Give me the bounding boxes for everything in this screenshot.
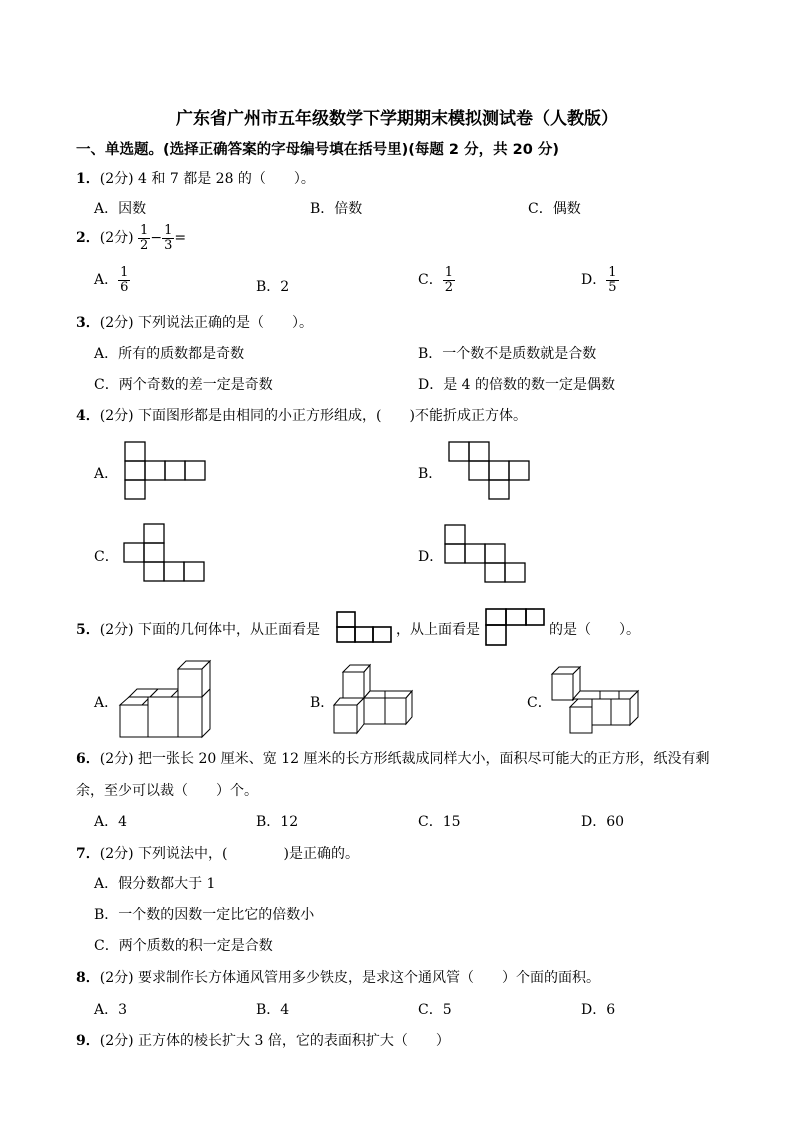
solid-b-figure xyxy=(334,665,412,733)
equals-sign: = xyxy=(174,230,187,247)
net-b-figure xyxy=(449,442,529,499)
q5-option-c: C． xyxy=(527,695,552,711)
q7-option-a: A．假分数都大于 1 xyxy=(94,876,216,892)
question-text: 下面的几何体中，从正面看是 xyxy=(138,622,321,638)
net-a-figure xyxy=(125,442,205,499)
question-score: (2分) xyxy=(99,315,134,331)
question-text: 下列说法中，( )是正确的。 xyxy=(138,846,359,862)
q3-option-b: B．一个数不是质数就是合数 xyxy=(418,346,597,362)
question-text: 把一张长 20 厘米、宽 12 厘米的长方形纸裁成同样大小，面积尽可能大的正方形，纸没有剩 xyxy=(138,751,710,767)
question-6 xyxy=(76,748,709,768)
q1-option-b: B．倍数 xyxy=(310,201,363,217)
question-7 xyxy=(76,843,359,863)
solid-a-figure xyxy=(120,661,210,737)
minus-sign: − xyxy=(150,230,163,247)
q2-option-c: C． $\frac{1}{2}$ xyxy=(418,265,453,295)
question-5 xyxy=(76,619,320,639)
question-text: 4 和 7 都是 28 的（ ）。 xyxy=(138,171,315,187)
question-score: (2分) xyxy=(99,846,134,862)
q3-option-a: A．所有的质数都是奇数 xyxy=(94,346,245,362)
question-number: 2． xyxy=(76,230,100,247)
question-8 xyxy=(76,967,600,987)
q4-option-b: B． xyxy=(418,466,443,482)
q7-option-b: B．一个数的因数一定比它的倍数小 xyxy=(94,907,315,923)
question-score: (2分) xyxy=(99,408,134,424)
q6-option-a: A．4 xyxy=(94,814,128,830)
q4-option-d: D． xyxy=(418,549,444,565)
q6-option-b: B．12 xyxy=(256,814,299,830)
q2-option-d: D． $\frac{1}{5}$ xyxy=(581,265,617,295)
question-text: 下列说法正确的是（ ）。 xyxy=(138,315,314,331)
question-9 xyxy=(76,1030,450,1050)
q1-option-a: A．因数 xyxy=(94,201,147,217)
question-number: 6． xyxy=(76,751,100,767)
question-6-line-2: 余，至少可以裁（ ）个。 xyxy=(76,783,258,799)
question-number: 8． xyxy=(76,970,100,986)
q5-option-b: B． xyxy=(310,695,335,711)
section-heading: 一、单选题。(选择正确答案的字母编号填在括号里)(每题 2 分，共 20 分) xyxy=(76,142,559,158)
question-number: 3． xyxy=(76,315,100,331)
solid-c-figure xyxy=(552,667,638,733)
q8-option-c: C．5 xyxy=(418,1002,452,1018)
q5-option-a: A． xyxy=(94,695,119,711)
question-number: 4． xyxy=(76,408,100,424)
question-score: (2分) xyxy=(99,751,134,767)
fraction-half: $\frac{1}{2}$ xyxy=(140,223,149,253)
net-d-figure xyxy=(445,525,525,582)
question-5-text-b: ，从上面看是 xyxy=(396,622,480,638)
q3-option-d: D．是 4 的倍数的数一定是偶数 xyxy=(418,377,616,393)
q1-option-c: C．偶数 xyxy=(528,201,581,217)
question-number: 7． xyxy=(76,846,100,862)
question-score: (2分) xyxy=(99,1033,134,1049)
question-score: (2分) xyxy=(99,171,134,187)
fraction-third: $\frac{1}{3}$ xyxy=(164,223,173,253)
question-text: 正方体的棱长扩大 3 倍，它的表面积扩大（ ） xyxy=(138,1033,450,1049)
q8-option-d: D．6 xyxy=(581,1002,616,1018)
page-title: 广东省广州市五年级数学下学期期末模拟测试卷（人教版） xyxy=(176,109,618,129)
question-text: 要求制作长方体通风管用多少铁皮，是求这个通风管（ ）个面的面积。 xyxy=(138,970,601,986)
q4-option-a: A． xyxy=(94,466,119,482)
q6-option-c: C．15 xyxy=(418,814,461,830)
question-number: 9． xyxy=(76,1033,100,1049)
q2-option-a: A． $\frac{1}{6}$ xyxy=(94,265,129,295)
top-view-figure xyxy=(486,609,544,645)
q2-option-b: B．2 xyxy=(256,279,290,295)
question-score: (2分) xyxy=(99,230,134,247)
question-number: 1． xyxy=(76,171,100,187)
q4-option-c: C． xyxy=(94,549,119,565)
question-score: (2分) xyxy=(99,622,134,638)
net-c-figure xyxy=(124,524,204,581)
question-text: 下面图形都是由相同的小正方形组成，( )不能折成正方体。 xyxy=(138,408,527,424)
q6-option-d: D．60 xyxy=(581,814,625,830)
question-number: 5． xyxy=(76,622,100,638)
question-5-text-c: 的是（ ）。 xyxy=(549,622,640,638)
question-score: (2分) xyxy=(99,970,134,986)
q3-option-c: C．两个奇数的差一定是奇数 xyxy=(94,377,273,393)
q8-option-b: B．4 xyxy=(256,1002,290,1018)
q8-option-a: A．3 xyxy=(94,1002,128,1018)
q7-option-c: C．两个质数的积一定是合数 xyxy=(94,938,273,954)
front-view-figure xyxy=(337,612,391,642)
